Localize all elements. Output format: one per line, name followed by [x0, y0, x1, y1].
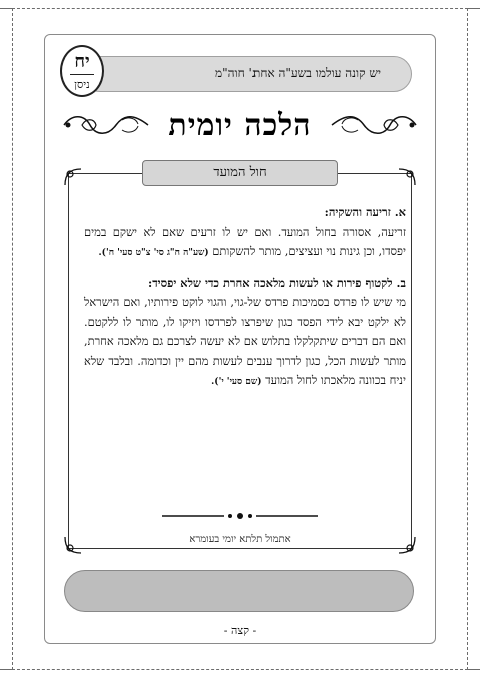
section-label: [142, 160, 338, 186]
header-right-text: יש קונה עולמו בשע"ה אחת: [253, 66, 381, 80]
corner-ornament-icon: [396, 166, 418, 188]
title-ornament-left-icon: [62, 112, 150, 138]
section-label-text: חול המועד: [213, 165, 267, 180]
title-ornament-right-icon: [330, 112, 418, 138]
page-number: - קצה -: [223, 624, 257, 637]
date-badge: [60, 45, 104, 97]
halacha-section: [84, 203, 406, 264]
section-body: זריעה, אסורה בחול המועד. ואם יש לו זרעים שאם לא ישקם במים יפסדו, וכן גינות נוי ועציצים, מותר להשקותם: [84, 224, 406, 258]
bottom-bar: [64, 570, 414, 612]
corner-mark: [0, 8, 14, 9]
date-separator: [70, 74, 94, 75]
header-left-text: ג' חוה"מ: [215, 66, 256, 80]
corner-ornament-icon: [62, 534, 84, 556]
halacha-content: [84, 203, 406, 403]
divider-ornament-icon: [162, 512, 318, 520]
corner-ornament-icon: [62, 166, 84, 188]
section-body: מי שיש לו פרדס בסמיכות פרדס של-גוי, והגוי לוקט פירותיו, ואם הישראל לא ילקט יבא לידי הפסד כגון שיפרצו לפרדסו ויזיקו לו, מותר לו ללקטם. ואם הם דברים שיתקלקלו בתלוש אם לא יעשה לצרכם גם מלאכה אחרת, מותר לעשות הכל, כגון לדרוך ענבים לעשות מהם יין וכדומה. ובלבד שלא יניח בכוונה מלאכתו לחול המועד: [84, 295, 406, 387]
date-month: ניסן: [74, 78, 90, 91]
halacha-section: [84, 274, 406, 393]
section-source: (שם סעי' י').: [211, 377, 262, 387]
corner-mark: [0, 669, 14, 670]
corner-mark: [466, 669, 480, 670]
header-bar: [82, 56, 412, 92]
corner-ornament-icon: [396, 534, 418, 556]
omer-note: אתמול תלתא יומי בעומרא: [189, 534, 291, 545]
section-heading: א. זריעה והשקיה:: [324, 205, 406, 219]
date-day: יח: [74, 51, 90, 72]
page-title: הלכה יומית: [168, 108, 312, 143]
corner-mark: [466, 8, 480, 9]
section-heading: ב. לקטוף פירות או לעשות מלאכה אחרת כדי שלא יפסיד:: [147, 275, 406, 290]
section-source: (שע"ה ח"ג סי' צ"ט סעי' ח').: [98, 248, 209, 258]
